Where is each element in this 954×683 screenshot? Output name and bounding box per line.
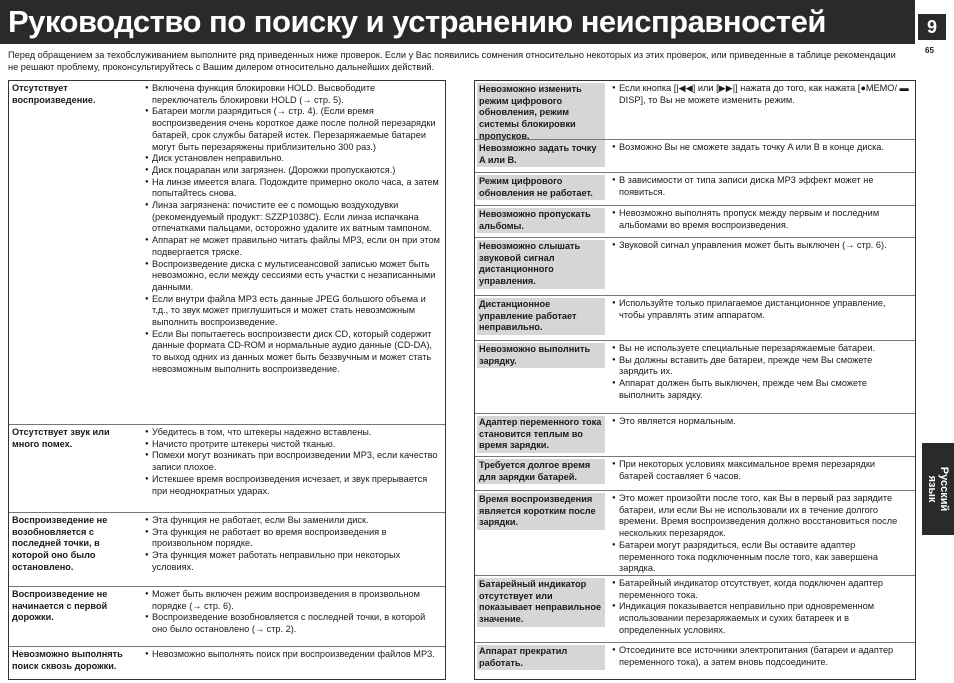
solution-list xyxy=(612,175,911,198)
solution-list xyxy=(145,83,441,376)
problem-label: Режим цифрового обновления не работает. xyxy=(477,175,605,200)
solution-item: ● Индикация показывается неправильно при одновременном использовании перезаряжаемых и сухих батареек и в определенных условиях. xyxy=(612,601,911,636)
problem-label: Воспроизведение не возобновляется с последней точки, в которой оно было остановлено. xyxy=(12,515,108,572)
solution-item: ● Отсоедините все источники электропитания (батареи и адаптер переменного тока), а затем вновь подсоедините. xyxy=(612,645,911,668)
solution-item: ● Диск поцарапан или загрязнен. (Дорожки пропускаются.) xyxy=(145,165,441,177)
table-row xyxy=(9,646,445,680)
table-row xyxy=(475,456,915,491)
solution-item: ● Невозможно выполнять поиск при воспроизведении файлов MP3. xyxy=(145,649,441,661)
table-row xyxy=(9,586,445,647)
problem-label: Невозможно пропускать альбомы. xyxy=(477,208,605,233)
solution-item: ● Убедитесь в том, что штекеры надежно вставлены. xyxy=(145,427,441,439)
page-number: 65 xyxy=(925,46,934,55)
solution-item: ● Воспроизведение диска с мультисеансовой записью может быть невозможно, если между сессиями есть участки с незаписанными данными. xyxy=(145,259,441,294)
solution-list xyxy=(145,515,441,574)
problem-label: Время воспроизведения является коротким после зарядки. xyxy=(477,493,605,530)
solution-item: ● Если кнопка [|◀◀] или [▶▶|] нажата до того, как нажата [●MEMO/ ▬ DISP], то Вы не можете изменить режим. xyxy=(612,83,911,106)
solution-item: ● Аппарат не может правильно читать файлы MP3, если он при этом подвергается тряске. xyxy=(145,235,441,258)
solution-item: ● Помехи могут возникать при воспроизведении MP3, если качество записи плохое. xyxy=(145,450,441,473)
table-row xyxy=(475,575,915,643)
problem-label: Отсутствует воспроизведение. xyxy=(12,83,96,105)
solution-item: ● Диск установлен неправильно. xyxy=(145,153,441,165)
language-tab-label xyxy=(926,467,950,511)
solution-item: ● Истекшее время воспроизведения исчезает, и звук прерывается при неоднократных ударах. xyxy=(145,474,441,497)
solution-item: ● Вы не используете специальные перезаряжаемые батареи. xyxy=(612,343,911,355)
solution-item: ● Эта функция не работает, если Вы заменили диск. xyxy=(145,515,441,527)
problem-label: Аппарат прекратил работать. xyxy=(477,645,605,670)
solution-item: ● Это может произойти после того, как Вы в первый раз зарядите батареи, или если Вы не использовали их в течение долгого времени. Время воспроизведения должно восстановиться после нескольких перезарядок. xyxy=(612,493,911,540)
table-row xyxy=(475,295,915,341)
solution-item: ● При некоторых условиях максимальное время перезарядки батарей составляет 6 часов. xyxy=(612,459,911,482)
solution-item: ● Батареи могут разрядиться, если Вы оставите адаптер переменного тока подключенным после того, как завершена зарядка. xyxy=(612,540,911,575)
problem-label: Адаптер переменного тока становится теплым во время зарядки. xyxy=(477,416,605,453)
problem-label: Воспроизведение не начинается с первой дорожки. xyxy=(12,589,108,623)
troubleshooting-table-left xyxy=(8,80,446,680)
solution-item: ● Возможно Вы не сможете задать точку A или B в конце диска. xyxy=(612,142,911,154)
table-row xyxy=(475,237,915,296)
solution-list xyxy=(612,142,911,154)
language-tab-line2: язык xyxy=(926,475,938,503)
problem-label: Невозможно задать точку A или B. xyxy=(477,142,605,167)
title-bar xyxy=(0,0,915,44)
solution-item: ● В зависимости от типа записи диска MP3 эффект может не появиться. xyxy=(612,175,911,198)
solution-list xyxy=(612,343,911,402)
solution-item: ● Включена функция блокировки HOLD. Высвободите переключатель блокировки HOLD (→ стр. 5). xyxy=(145,83,441,106)
solution-item: ● Начисто протрите штекеры чистой тканью. xyxy=(145,439,441,451)
solution-item: ● Эта функция не работает во время воспроизведения в произвольном порядке. xyxy=(145,527,441,550)
solution-item: ● Если внутри файла MP3 есть данные JPEG большого объема и т.д., то звук может приглушиться и может стать невозможным выполнить воспроизведение. xyxy=(145,294,441,329)
problem-label: Невозможно выполнить зарядку. xyxy=(477,343,605,368)
table-row xyxy=(475,413,915,457)
problem-label: Батарейный индикатор отсутствует или показывает неправильное значение. xyxy=(477,578,605,627)
solution-item: ● Линза загрязнена: почистите ее с помощью воздуходувки (рекомендуемый продукт: SZZP1038C). Если линза испачкана отпечатками пальцами, осторожно удалите их ватным тампоном. xyxy=(145,200,441,235)
solution-item: ● Эта функция может работать неправильно при некоторых условиях. xyxy=(145,550,441,573)
troubleshooting-table-right xyxy=(474,80,916,680)
solution-item: ● Вы должны вставить две батареи, прежде чем Вы сможете зарядить их. xyxy=(612,355,911,378)
problem-label: Требуется долгое время для зарядки батарей. xyxy=(477,459,605,484)
language-tab xyxy=(922,443,954,535)
solution-list xyxy=(612,645,911,668)
table-row xyxy=(475,172,915,206)
problem-label: Невозможно выполнять поиск сквозь дорожки. xyxy=(12,649,123,671)
solution-list xyxy=(612,208,911,231)
table-row xyxy=(475,139,915,173)
table-row xyxy=(475,81,915,139)
solution-list xyxy=(612,240,911,252)
problem-label: Дистанционное управление работает неправильно. xyxy=(477,298,605,335)
problem-label: Невозможно изменить режим цифрового обновления, режим системы блокировки пропусков. xyxy=(477,83,605,144)
solution-item: ● Используйте только прилагаемое дистанционное управление, чтобы управлять этим аппаратом. xyxy=(612,298,911,321)
language-tab-line1: Русский xyxy=(938,466,950,512)
chapter-badge: 9 xyxy=(918,14,946,40)
intro-paragraph: Перед обращением за техобслуживанием выполните ряд приведенных ниже проверок. Если у Вас появились сомнения относительно некоторых из этих проверок, или приведенные в таблице рекомендации не решают проблему, проконсультируйтесь с Вашим дилером относительно дальнейших действий. xyxy=(8,50,896,72)
solution-item: ● Батарейный индикатор отсутствует, когда подключен адаптер переменного тока. xyxy=(612,578,911,601)
table-row xyxy=(475,490,915,576)
table-row xyxy=(475,205,915,238)
table-row xyxy=(475,340,915,414)
solution-list xyxy=(612,298,911,321)
problem-label: Невозможно слышать звуковой сигнал дистанционного управления. xyxy=(477,240,605,289)
solution-list xyxy=(145,427,441,497)
table-row xyxy=(9,512,445,587)
solution-item: ● Невозможно выполнять пропуск между первым и последним альбомами во время воспроизведения. xyxy=(612,208,911,231)
solution-list xyxy=(612,459,911,482)
solution-item: ● Батареи могли разрядиться (→ стр. 4). (Если время воспроизведения очень короткое даже после полной перезарядки батарей, срок службы батарей истек. Перезаряжаемые батареи могут быть перезаряжены приблизительно 300 раз.) xyxy=(145,106,441,153)
solution-list xyxy=(612,493,911,575)
solution-list xyxy=(612,578,911,637)
solution-list xyxy=(612,416,911,428)
solution-item: ● Если Вы попытаетесь воспроизвести диск CD, который содержит данные формата CD-ROM и нормальные аудио данные (CD-DA), то выход одних из данных может быть беззвучным и может стать невозможным выполнить воспроизведение. xyxy=(145,329,441,376)
problem-label: Отсутствует звук или много помех. xyxy=(12,427,110,449)
solution-item: ● Воспроизведение возобновляется с последней точки, в которой оно было остановлено (→ стр. 2). xyxy=(145,612,441,635)
table-row xyxy=(475,642,915,680)
page-title: Руководство по поиску и устранению неисправностей xyxy=(8,4,826,39)
solution-item: ● Может быть включен режим воспроизведения в произвольном порядке (→ стр. 6). xyxy=(145,589,441,612)
solution-list xyxy=(612,83,911,106)
solution-item: ● Аппарат должен быть выключен, прежде чем Вы сможете выполнить зарядку. xyxy=(612,378,911,401)
table-row xyxy=(9,81,445,424)
solution-list xyxy=(145,589,441,636)
solution-item: ● Звуковой сигнал управления может быть выключен (→ стр. 6). xyxy=(612,240,911,252)
solution-list xyxy=(145,649,441,661)
solution-item: ● Это является нормальным. xyxy=(612,416,911,428)
table-row xyxy=(9,424,445,513)
solution-item: ● На линзе имеется влага. Подождите примерно около часа, а затем попытайтесь снова. xyxy=(145,177,441,200)
